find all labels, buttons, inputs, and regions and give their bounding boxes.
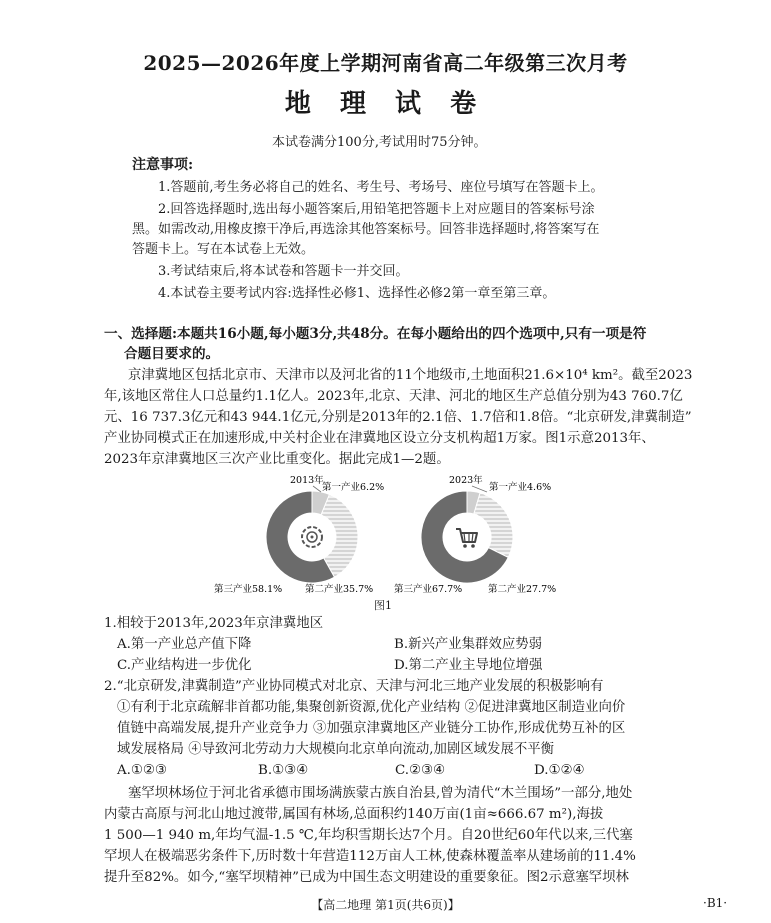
- q1-stem: 1.相较于2013年,2023年京津冀地区: [104, 616, 324, 631]
- passage-line: 年,该地区常住人口总量约1.1亿人。2023年,北京、天津、河北的地区生产总值分别为43 760.7亿: [104, 389, 683, 404]
- passage-line: 内蒙古高原与河北山地过渡带,属国有林场,总面积约140万亩(1亩≈666.67 m²),海拔: [104, 807, 604, 822]
- q2-option-c: C.②③④: [395, 763, 446, 778]
- passage-line: 产业协同模式正在加速形成,中关村企业在津冀地区设立分支机构超1万家。图1示意2013年、: [104, 431, 655, 446]
- slice-2023年-secondary: [474, 493, 513, 557]
- passage-line: 塞罕坝林场位于河北省承德市围场满族蒙古族自治县,曾为清代“木兰围场”一部分,地处: [128, 786, 633, 801]
- note-item: 4.本试卷主要考试内容:选择性必修1、选择性必修2第一章至第三章。: [158, 286, 556, 301]
- figure-caption: 图1: [374, 599, 392, 612]
- subject-title: 地 理 试 卷: [284, 89, 487, 119]
- figure-1: [205, 470, 565, 610]
- label-2023-tertiary: 第三产业67.7%: [394, 584, 463, 595]
- note-item: 2.回答选择题时,选出每小题答案后,用铅笔把答题卡上对应题目的答案标号涂: [158, 202, 595, 217]
- label-2023-primary: 第一产业4.6%: [489, 482, 552, 493]
- q2-statement: 域发展格局 ④导致河北劳动力大规模向北京单向流动,加剧区域发展不平衡: [117, 742, 555, 757]
- chart-title-2023: 2023年: [449, 475, 483, 486]
- page-footer: 【高二地理 第1页(共6页)】: [311, 898, 460, 912]
- gear-icon: [302, 527, 322, 547]
- exam-info: 本试卷满分100分,考试用时75分钟。: [272, 135, 487, 150]
- passage-line: 元、16 737.3亿元和43 944.1亿元,分别是2013年的2.1倍、1.7倍和1.8倍。“北京研发,津冀制造”: [104, 410, 692, 425]
- donut-2023: [421, 491, 513, 583]
- q2-stem: 2.“北京研发,津冀制造”产业协同模式对北京、天津与河北三地产业发展的积极影响有: [104, 679, 604, 694]
- note-item: 答题卡上。写在本试卷上无效。: [132, 242, 315, 257]
- label-2013-primary: 第一产业6.2%: [322, 482, 385, 493]
- q2-option-b: B.①③④: [258, 763, 309, 778]
- q1-option-a: A.第一产业总产值下降: [117, 637, 252, 652]
- q2-option-a: A.①②③: [117, 763, 167, 778]
- note-item: 3.考试结束后,将本试卷和答题卡一并交回。: [158, 264, 409, 279]
- label-2023-secondary: 第二产业27.7%: [488, 584, 557, 595]
- q1-option-b: B.新兴产业集群效应势弱: [394, 637, 543, 652]
- passage-line: 提升至82%。如今,“塞罕坝精神”已成为中国生态文明建设的重要象征。图2示意塞罕坝林: [104, 870, 629, 885]
- paper-code: ·B1·: [703, 896, 728, 910]
- q1-option-c: C.产业结构进一步优化: [117, 658, 252, 673]
- industry-share-chart: [205, 470, 565, 610]
- section-heading-cont: 合题目要求的。: [124, 346, 220, 362]
- passage-line: 2023年京津冀地区三次产业比重变化。据此完成1—2题。: [104, 452, 450, 467]
- passage-line: 罕坝人在极端恶劣条件下,历时数十年营造112万亩人工林,使森林覆盖率从建场前的11.4%: [104, 849, 636, 864]
- note-item: 黑。如需改动,用橡皮擦干净后,再选涂其他答案标号。回答非选择题时,将答案写在: [132, 222, 600, 237]
- section-heading: 一、选择题:本题共16小题,每小题3分,共48分。在每小题给出的四个选项中,只有一项是符: [104, 326, 647, 342]
- q2-statement: ①有利于北京疏解非首都功能,集聚创新资源,优化产业结构 ②促进津冀地区制造业向价: [117, 700, 626, 715]
- q1-option-d: D.第二产业主导地位增强: [394, 658, 543, 673]
- label-2013-tertiary: 第三产业58.1%: [214, 584, 283, 595]
- exam-title: 2025—2026年度上学期河南省高二年级第三次月考: [143, 51, 628, 75]
- q2-option-d: D.①②④: [534, 763, 585, 778]
- chart-title-2013: 2013年: [290, 475, 324, 486]
- passage-line: 京津冀地区包括北京市、天津市以及河北省的11个地级市,土地面积21.6×10⁴ km²。截至2023: [128, 368, 693, 383]
- label-2013-secondary: 第二产业35.7%: [305, 584, 374, 595]
- shopping-cart-icon: [456, 529, 477, 548]
- passage-line: 1 500—1 940 m,年均气温-1.5 ℃,年均积雪期长达7个月。自20世纪60年代以来,三代塞: [104, 828, 633, 843]
- note-item: 1.答题前,考生务必将自己的姓名、考生号、考场号、座位号填写在答题卡上。: [158, 180, 604, 195]
- q2-statement: 值链中高端发展,提升产业竞争力 ③加强京津冀地区产业链分工协作,形成优势互补的区: [117, 721, 626, 736]
- notes-heading: 注意事项:: [132, 157, 194, 173]
